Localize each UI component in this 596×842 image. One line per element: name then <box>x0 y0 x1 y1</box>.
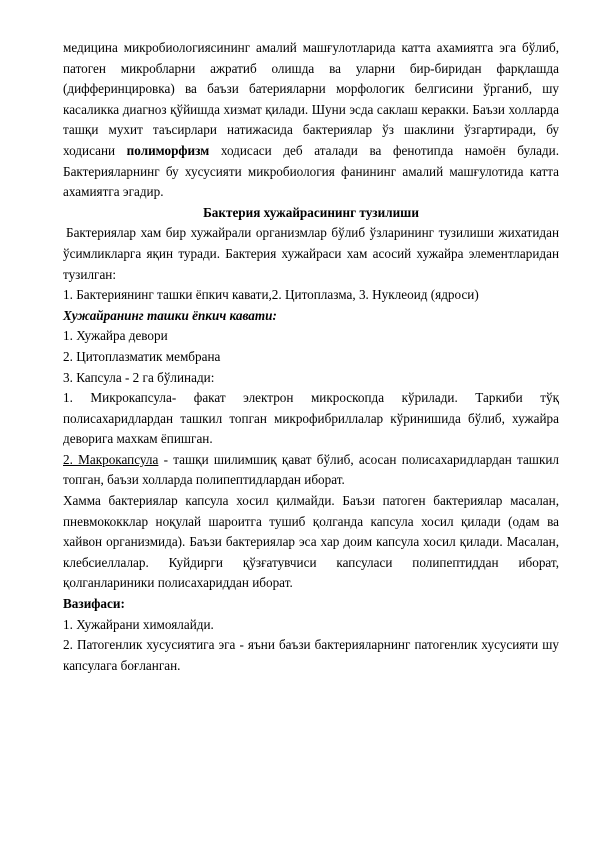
intro-text-b: ходисаси деб аталади ва фенотипда намоён булади. Бактерияларнинг бу хусусияти микробиология фанининг амалий машғулотида катта ахамиятга эгадир. <box>63 142 559 200</box>
intro-text-a: медицина микробиологиясининг амалий машғулотларида катта ахамиятга эга бўлиб, патоген микробларни ажратиб олишда ва уларни бир-биридан фарқлашда (дифферинцировка) ва баъзи батерияларни морфологик белгисини ўрганиб, шу касаликка диагноз қўйишда хизмат қилади. Шуни эсда саклаш керакки. Баъзи холларда ташқи мухит таъсирлари натижасида бактериялар ўз шаклини ўзгартиради, бу ходисани <box>63 40 559 158</box>
macrocapsule-paragraph <box>63 450 559 491</box>
section-heading: Бактерия хужайрасининг тузилиши <box>203 204 419 220</box>
document-page <box>63 38 559 676</box>
function-item-2: 2. Патогенлик хусусиятига эга - яъни баъзи бактерияларнинг патогенлик хусусияти шу капсулага боғланган. <box>63 637 559 673</box>
list-item-1: 1. Хужайра девори <box>63 328 168 344</box>
microcapsule-paragraph: 1. Микрокапсула- факат электрон микроскопда кўрилади. Таркиби тўқ полисахаридлардан ташкил топган микрофибриллалар кўринишида бўлиб, хужайра деворига махкам ёпишган. <box>63 390 559 447</box>
polymorphism-term: полиморфизм <box>126 142 210 158</box>
structure-paragraph: Бактериялар хам бир хужайрали организмлар бўлиб ўзларининг тузилиши жихатидан ўсимликларга яқин туради. Бактерия хужайраси хам асосий хужайра элементларидан тузилган: <box>63 225 559 282</box>
list-item-3: 3. Капсула - 2 га бўлинади: <box>63 369 215 385</box>
components-line: 1. Бактериянинг ташки ёпкич кавати,2. Цитоплазма, 3. Нуклеоид (ядроси) <box>63 287 479 303</box>
list-item-2: 2. Цитоплазматик мембрана <box>63 348 221 364</box>
outer-layer-heading: Хужайранинг ташки ёпкич кавати: <box>63 307 277 323</box>
macrocapsule-label: 2. Макрокапсула <box>63 451 159 467</box>
capsule-paragraph: Хамма бактериялар капсула хосил қилмайди. Баъзи патоген бактериялар масалан, пневмококклар ноқулай шароитга тушиб қолганда капсула хосил қилади (одам ва хайвон организмида). Баъзи бактериялар эса хар доим капсула хосил қилади. Масалан, клебсиеллалар. Куйдирги қўзғатувчиси капсуласи полипептиддан иборат, қолганлариники полисахариддан иборат. <box>63 493 559 591</box>
functions-heading: Вазифаси: <box>63 596 125 612</box>
macrocapsule-text: - ташқи шилимшиқ қават бўлиб, асосан полисахаридлардан ташкил топган, баъзи холларда полипептидлардан иборат. <box>63 451 559 488</box>
function-item-1: 1. Хужайрани химоялайди. <box>63 616 214 632</box>
intro-paragraph <box>63 38 559 203</box>
